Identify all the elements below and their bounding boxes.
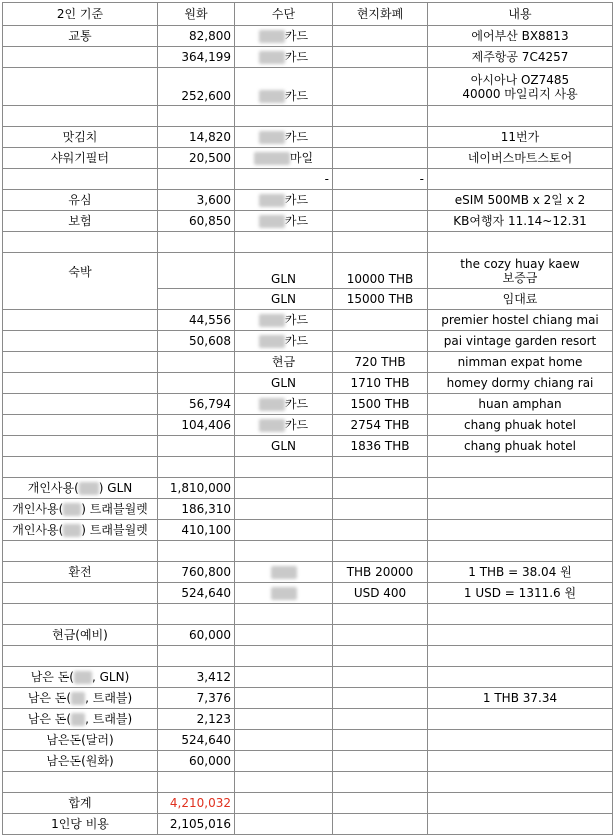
transport-local-1[interactable]	[333, 26, 428, 47]
total-row	[3, 793, 613, 814]
lodging-detail-4[interactable]: pai vintage garden resort	[428, 331, 613, 352]
empty-cell[interactable]	[3, 47, 158, 68]
remaining-krw-1[interactable]: 3,412	[158, 667, 235, 688]
lodging-krw-2[interactable]	[158, 289, 235, 310]
lodging-krw-3[interactable]: 44,556	[158, 310, 235, 331]
remaining-detail-2[interactable]: 1 THB 37.34	[428, 688, 613, 709]
transport-row-1	[3, 26, 613, 47]
transport-method-1[interactable]: 카드	[235, 26, 333, 47]
remaining-label-1[interactable]: 남은 돈( , GLN)	[3, 667, 158, 688]
exchange-row-1	[3, 562, 613, 583]
usim-row	[3, 190, 613, 211]
empty-cell[interactable]	[3, 541, 158, 562]
lodging-local-3[interactable]	[333, 310, 428, 331]
kimchi-label[interactable]: 맛김치	[3, 127, 158, 148]
empty-cell[interactable]	[158, 106, 235, 127]
empty-cell[interactable]	[3, 415, 158, 436]
lodging-detail-7[interactable]: huan amphan	[428, 394, 613, 415]
dash-local[interactable]: -	[333, 169, 428, 190]
empty-cell[interactable]	[428, 793, 613, 814]
lodging-local-4[interactable]	[333, 331, 428, 352]
kimchi-method[interactable]: 카드	[235, 127, 333, 148]
empty-cell[interactable]	[3, 106, 158, 127]
empty-cell[interactable]	[3, 352, 158, 373]
empty-cell[interactable]	[333, 667, 428, 688]
empty-cell[interactable]	[428, 499, 613, 520]
personal-krw-3[interactable]: 410,100	[158, 520, 235, 541]
header-method[interactable]: 수단	[235, 3, 333, 26]
insurance-label[interactable]: 보험	[3, 211, 158, 232]
redaction-blur	[259, 51, 285, 64]
exchange-detail-2[interactable]: 1 USD = 1311.6 원	[428, 583, 613, 604]
remaining-detail-1[interactable]	[428, 667, 613, 688]
lodging-detail-5[interactable]: nimman expat home	[428, 352, 613, 373]
redaction-blur	[63, 503, 81, 516]
transport-detail-1[interactable]: 에어부산 BX8813	[428, 26, 613, 47]
per-person-row	[3, 814, 613, 835]
filter-detail[interactable]: 네이버스마트스토어	[428, 148, 613, 169]
transport-krw-2[interactable]: 364,199	[158, 47, 235, 68]
redaction-blur	[71, 713, 85, 726]
redaction-blur	[259, 30, 285, 43]
redaction-blur	[271, 587, 297, 600]
empty-cell[interactable]	[333, 478, 428, 499]
lodging-method-2[interactable]: GLN	[235, 289, 333, 310]
redaction-blur	[259, 419, 285, 432]
empty-cell[interactable]	[158, 772, 235, 793]
redaction-blur	[259, 194, 285, 207]
empty-cell[interactable]	[333, 499, 428, 520]
empty-cell[interactable]	[235, 814, 333, 835]
empty-cell[interactable]	[428, 232, 613, 253]
empty-cell[interactable]	[333, 232, 428, 253]
lodging-method-4[interactable]: 카드	[235, 331, 333, 352]
remaining-detail-3[interactable]	[428, 709, 613, 730]
empty-cell[interactable]	[428, 541, 613, 562]
detail-line-2: 40000 마일리지 사용	[462, 86, 578, 101]
empty-cell[interactable]	[158, 232, 235, 253]
remaining-row-5	[3, 751, 613, 772]
personal-row-2	[3, 499, 613, 520]
lodging-method-7[interactable]: 카드	[235, 394, 333, 415]
spacer-row	[3, 232, 613, 253]
empty-cell[interactable]	[428, 625, 613, 646]
remaining-krw-2[interactable]: 7,376	[158, 688, 235, 709]
header-krw[interactable]: 원화	[158, 3, 235, 26]
lodging-local-7[interactable]: 1500 THB	[333, 394, 428, 415]
transport-detail-2[interactable]: 제주항공 7C4257	[428, 47, 613, 68]
empty-cell[interactable]	[428, 751, 613, 772]
transport-detail-3[interactable]	[428, 68, 613, 106]
lodging-method-9[interactable]: GLN	[235, 436, 333, 457]
dash-row	[3, 169, 613, 190]
empty-cell[interactable]	[3, 436, 158, 457]
lodging-row-4	[3, 331, 613, 352]
empty-cell[interactable]	[333, 457, 428, 478]
transport-krw-3[interactable]: 252,600	[158, 68, 235, 106]
empty-cell[interactable]	[235, 106, 333, 127]
per-person-krw[interactable]: 2,105,016	[158, 814, 235, 835]
filter-label[interactable]: 샤워기필터	[3, 148, 158, 169]
empty-cell[interactable]	[333, 127, 428, 148]
empty-cell[interactable]	[333, 688, 428, 709]
redaction-blur	[271, 566, 297, 579]
empty-cell[interactable]	[235, 667, 333, 688]
empty-cell[interactable]	[3, 604, 158, 625]
exchange-method-1[interactable]	[235, 562, 333, 583]
empty-cell[interactable]	[235, 751, 333, 772]
header-local[interactable]: 현지화폐	[333, 3, 428, 26]
empty-cell[interactable]	[428, 604, 613, 625]
personal-row-1	[3, 478, 613, 499]
empty-cell[interactable]	[235, 232, 333, 253]
remaining-krw-3[interactable]: 2,123	[158, 709, 235, 730]
empty-cell[interactable]	[3, 772, 158, 793]
personal-krw-2[interactable]: 186,310	[158, 499, 235, 520]
lodging-krw-5[interactable]	[158, 352, 235, 373]
lodging-row-7	[3, 394, 613, 415]
kimchi-krw[interactable]: 14,820	[158, 127, 235, 148]
empty-cell[interactable]	[235, 646, 333, 667]
lodging-krw-6[interactable]	[158, 373, 235, 394]
redaction-blur	[254, 152, 290, 165]
exchange-local-2[interactable]: USD 400	[333, 583, 428, 604]
cash-reserve-krw[interactable]: 60,000	[158, 625, 235, 646]
personal-label-3[interactable]: 개인사용( ) 트래블월렛	[3, 520, 158, 541]
empty-cell[interactable]	[428, 106, 613, 127]
transport-krw-1[interactable]: 82,800	[158, 26, 235, 47]
exchange-label[interactable]: 환전	[3, 562, 158, 583]
header-row	[3, 3, 613, 26]
transport-row-3	[3, 68, 613, 106]
empty-cell[interactable]	[3, 373, 158, 394]
empty-cell[interactable]	[235, 709, 333, 730]
empty-cell[interactable]	[3, 583, 158, 604]
lodging-detail-8[interactable]: chang phuak hotel	[428, 415, 613, 436]
lodging-row-3	[3, 310, 613, 331]
empty-cell[interactable]	[333, 793, 428, 814]
lodging-krw-4[interactable]: 50,608	[158, 331, 235, 352]
empty-cell[interactable]	[333, 772, 428, 793]
cash-reserve-row	[3, 625, 613, 646]
lodging-local-1[interactable]: 10000 THB	[333, 253, 428, 289]
empty-cell[interactable]	[3, 169, 158, 190]
exchange-detail-1[interactable]: 1 THB = 38.04 원	[428, 562, 613, 583]
insurance-row	[3, 211, 613, 232]
empty-cell[interactable]	[428, 520, 613, 541]
empty-cell[interactable]	[235, 730, 333, 751]
usim-method[interactable]: 카드	[235, 190, 333, 211]
filter-krw[interactable]: 20,500	[158, 148, 235, 169]
empty-cell[interactable]	[333, 730, 428, 751]
redaction-blur	[63, 524, 81, 537]
empty-cell[interactable]	[428, 457, 613, 478]
lodging-local-9[interactable]: 1836 THB	[333, 436, 428, 457]
detail-line-1: 아시아나 OZ7485	[470, 72, 570, 87]
remaining-krw-4[interactable]: 524,640	[158, 730, 235, 751]
lodging-method-5[interactable]: 현금	[235, 352, 333, 373]
lodging-local-5[interactable]: 720 THB	[333, 352, 428, 373]
empty-cell[interactable]	[3, 232, 158, 253]
redaction-blur	[259, 131, 285, 144]
dash-method[interactable]: -	[235, 169, 333, 190]
empty-cell[interactable]	[333, 190, 428, 211]
header-detail[interactable]: 내용	[428, 3, 613, 26]
transport-method-2[interactable]: 카드	[235, 47, 333, 68]
redaction-blur	[259, 215, 285, 228]
empty-cell[interactable]	[3, 68, 158, 106]
per-person-label[interactable]: 1인당 비용	[3, 814, 158, 835]
redaction-blur	[259, 90, 285, 103]
empty-cell[interactable]	[235, 520, 333, 541]
lodging-row-9	[3, 436, 613, 457]
exchange-krw-1[interactable]: 760,800	[158, 562, 235, 583]
redaction-blur	[259, 335, 285, 348]
lodging-local-2[interactable]: 15000 THB	[333, 289, 428, 310]
personal-label-2[interactable]: 개인사용( ) 트래블월렛	[3, 499, 158, 520]
spacer-row	[3, 457, 613, 478]
empty-cell[interactable]	[158, 169, 235, 190]
spacer-row	[3, 772, 613, 793]
empty-cell[interactable]	[235, 793, 333, 814]
empty-cell[interactable]	[3, 310, 158, 331]
empty-cell[interactable]	[235, 772, 333, 793]
redaction-blur	[74, 671, 92, 684]
insurance-krw[interactable]: 60,850	[158, 211, 235, 232]
redaction-blur	[71, 692, 85, 705]
empty-cell[interactable]	[235, 604, 333, 625]
empty-cell[interactable]	[235, 457, 333, 478]
remaining-label-2[interactable]: 남은 돈( , 트래블)	[3, 688, 158, 709]
usim-detail[interactable]: eSIM 500MB x 2일 x 2	[428, 190, 613, 211]
lodging-method-6[interactable]: GLN	[235, 373, 333, 394]
lodging-detail-3[interactable]: premier hostel chiang mai	[428, 310, 613, 331]
remaining-krw-5[interactable]: 60,000	[158, 751, 235, 772]
personal-label-1[interactable]: 개인사용( ) GLN	[3, 478, 158, 499]
empty-cell[interactable]	[333, 106, 428, 127]
lodging-detail-1[interactable]	[428, 253, 613, 289]
empty-cell[interactable]	[428, 814, 613, 835]
empty-cell[interactable]	[3, 331, 158, 352]
usim-krw[interactable]: 3,600	[158, 190, 235, 211]
empty-cell[interactable]	[235, 499, 333, 520]
empty-cell[interactable]	[333, 646, 428, 667]
cash-reserve-label[interactable]: 현금(예비)	[3, 625, 158, 646]
empty-cell[interactable]	[333, 709, 428, 730]
insurance-detail[interactable]: KB여행자 11.14~12.31	[428, 211, 613, 232]
kimchi-detail[interactable]: 11번가	[428, 127, 613, 148]
spacer-row	[3, 541, 613, 562]
redaction-blur	[79, 482, 99, 495]
exchange-row-2	[3, 583, 613, 604]
remaining-row-4	[3, 730, 613, 751]
empty-cell[interactable]	[235, 688, 333, 709]
lodging-row-6	[3, 373, 613, 394]
lodging-detail-9[interactable]: chang phuak hotel	[428, 436, 613, 457]
empty-cell[interactable]	[333, 520, 428, 541]
lodging-row-1	[3, 253, 613, 289]
kimchi-row	[3, 127, 613, 148]
budget-spreadsheet	[2, 2, 613, 835]
redaction-blur	[259, 314, 285, 327]
filter-method[interactable]: 마일	[235, 148, 333, 169]
empty-cell[interactable]	[3, 457, 158, 478]
empty-cell[interactable]	[428, 478, 613, 499]
remaining-row-1	[3, 667, 613, 688]
lodging-method-8[interactable]: 카드	[235, 415, 333, 436]
spacer-row	[3, 646, 613, 667]
empty-cell[interactable]	[333, 751, 428, 772]
exchange-method-2[interactable]	[235, 583, 333, 604]
empty-cell[interactable]	[333, 604, 428, 625]
filter-row	[3, 148, 613, 169]
lodging-krw-7[interactable]: 56,794	[158, 394, 235, 415]
remaining-row-3	[3, 709, 613, 730]
exchange-krw-2[interactable]: 524,640	[158, 583, 235, 604]
total-label[interactable]: 합계	[3, 793, 158, 814]
transport-label[interactable]: 교통	[3, 26, 158, 47]
spacer-row	[3, 604, 613, 625]
remaining-label-4[interactable]: 남은돈(달러)	[3, 730, 158, 751]
remaining-row-2	[3, 688, 613, 709]
personal-krw-1[interactable]: 1,810,000	[158, 478, 235, 499]
empty-cell[interactable]	[235, 625, 333, 646]
empty-cell[interactable]	[3, 394, 158, 415]
lodging-local-8[interactable]: 2754 THB	[333, 415, 428, 436]
exchange-local-1[interactable]: THB 20000	[333, 562, 428, 583]
lodging-row-5	[3, 352, 613, 373]
transport-method-3[interactable]: 카드	[235, 68, 333, 106]
lodging-row-8	[3, 415, 613, 436]
spacer-row	[3, 106, 613, 127]
lodging-method-3[interactable]: 카드	[235, 310, 333, 331]
empty-cell[interactable]	[333, 148, 428, 169]
empty-cell[interactable]	[158, 457, 235, 478]
lodging-method-1[interactable]: GLN	[235, 253, 333, 289]
total-krw[interactable]: 4,210,032	[158, 793, 235, 814]
lodging-detail-6[interactable]: homey dormy chiang rai	[428, 373, 613, 394]
remaining-label-3[interactable]: 남은 돈( , 트래블)	[3, 709, 158, 730]
personal-row-3	[3, 520, 613, 541]
insurance-method[interactable]: 카드	[235, 211, 333, 232]
transport-row-2	[3, 47, 613, 68]
detail-line-2: 보증금	[502, 270, 538, 285]
lodging-detail-2[interactable]: 임대료	[428, 289, 613, 310]
empty-cell[interactable]	[235, 478, 333, 499]
empty-cell[interactable]	[333, 814, 428, 835]
empty-cell[interactable]	[3, 646, 158, 667]
header-basis[interactable]: 2인 기준	[3, 3, 158, 26]
lodging-local-6[interactable]: 1710 THB	[333, 373, 428, 394]
detail-line-1: the cozy huay kaew	[460, 256, 580, 271]
empty-cell[interactable]	[428, 772, 613, 793]
empty-cell[interactable]	[333, 541, 428, 562]
lodging-label[interactable]: 숙박	[3, 253, 158, 310]
empty-cell[interactable]	[333, 211, 428, 232]
usim-label[interactable]: 유심	[3, 190, 158, 211]
empty-cell[interactable]	[158, 604, 235, 625]
transport-local-2[interactable]	[333, 47, 428, 68]
lodging-krw-1[interactable]	[158, 253, 235, 289]
empty-cell[interactable]	[158, 541, 235, 562]
lodging-krw-8[interactable]: 104,406	[158, 415, 235, 436]
transport-local-3[interactable]	[333, 68, 428, 106]
empty-cell[interactable]	[428, 730, 613, 751]
empty-cell[interactable]	[333, 625, 428, 646]
redaction-blur	[259, 398, 285, 411]
empty-cell[interactable]	[158, 646, 235, 667]
lodging-krw-9[interactable]	[158, 436, 235, 457]
empty-cell[interactable]	[235, 541, 333, 562]
empty-cell[interactable]	[428, 646, 613, 667]
remaining-label-5[interactable]: 남은돈(원화)	[3, 751, 158, 772]
empty-cell[interactable]	[428, 169, 613, 190]
